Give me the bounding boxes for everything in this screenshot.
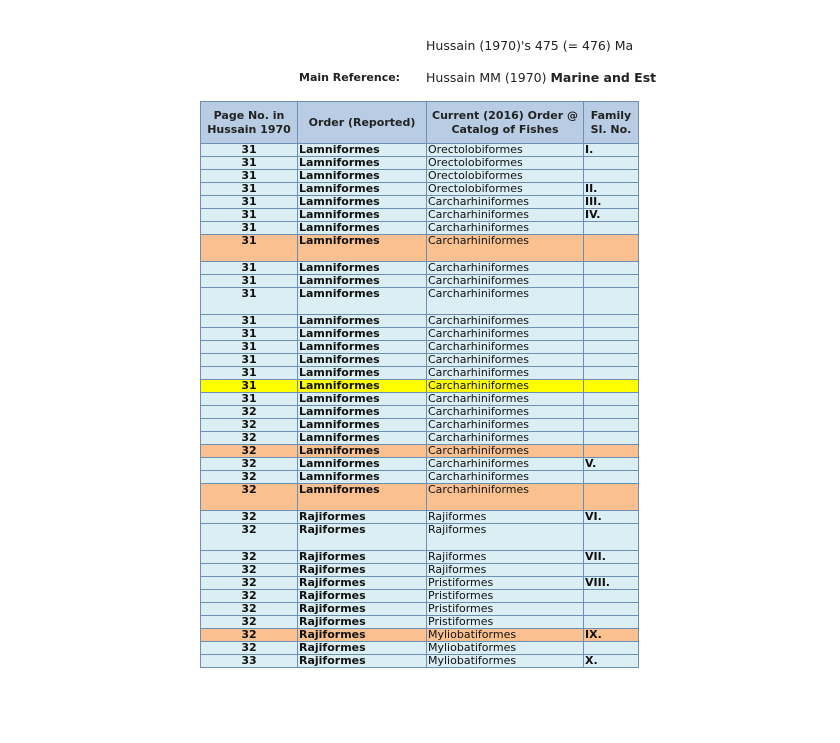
current-order-cell: Carcharhiniformes [427,380,584,393]
table-row [201,655,639,668]
page-cell: 31 [201,183,298,196]
family-cell: VII. [584,551,639,564]
order-cell: Rajiformes [298,629,427,642]
page-cell: 31 [201,354,298,367]
page-cell: 32 [201,642,298,655]
table-row [201,629,639,642]
table-row [201,432,639,445]
page-cell: 31 [201,209,298,222]
order-cell: Lamniformes [298,445,427,458]
current-order-cell: Carcharhiniformes [427,354,584,367]
page-cell: 31 [201,262,298,275]
page-cell: 31 [201,367,298,380]
order-cell: Rajiformes [298,511,427,524]
order-cell: Rajiformes [298,590,427,603]
page-cell: 31 [201,157,298,170]
family-cell: IV. [584,209,639,222]
table-row [201,157,639,170]
table-row [201,511,639,524]
reference-author: Hussain MM (1970) [426,70,551,85]
table-row [201,144,639,157]
family-cell [584,445,639,458]
page-cell: 32 [201,511,298,524]
current-order-cell: Pristiformes [427,603,584,616]
family-cell [584,315,639,328]
order-cell: Rajiformes [298,551,427,564]
family-cell [584,616,639,629]
page-cell: 32 [201,577,298,590]
table-row [201,393,639,406]
current-order-cell: Carcharhiniformes [427,262,584,275]
page-cell: 31 [201,222,298,235]
order-cell: Lamniformes [298,288,427,315]
family-cell [584,603,639,616]
family-cell [584,170,639,183]
order-cell: Lamniformes [298,235,427,262]
order-cell: Lamniformes [298,183,427,196]
order-cell: Rajiformes [298,616,427,629]
order-cell: Lamniformes [298,393,427,406]
page-cell: 32 [201,419,298,432]
table-row [201,616,639,629]
family-cell [584,590,639,603]
family-cell [584,524,639,551]
table-row [201,196,639,209]
order-cell: Lamniformes [298,484,427,511]
page-cell: 32 [201,629,298,642]
current-order-cell: Carcharhiniformes [427,196,584,209]
current-order-cell: Carcharhiniformes [427,341,584,354]
page-cell: 32 [201,458,298,471]
current-order-cell: Orectolobiformes [427,183,584,196]
page-cell: 32 [201,406,298,419]
current-order-cell: Carcharhiniformes [427,222,584,235]
order-cell: Lamniformes [298,380,427,393]
family-cell [584,642,639,655]
table-row [201,235,639,262]
table-row [201,183,639,196]
page-cell: 31 [201,328,298,341]
current-order-cell: Myliobatiformes [427,655,584,668]
page-cell: 32 [201,564,298,577]
page-cell: 31 [201,196,298,209]
family-cell: I. [584,144,639,157]
current-order-cell: Pristiformes [427,616,584,629]
table-row [201,419,639,432]
current-order-cell: Carcharhiniformes [427,209,584,222]
table-row [201,275,639,288]
table-row [201,380,639,393]
order-cell: Rajiformes [298,603,427,616]
page-cell: 32 [201,551,298,564]
spreadsheet-page [200,0,657,743]
family-cell [584,157,639,170]
table-row [201,471,639,484]
current-order-cell: Carcharhiniformes [427,432,584,445]
family-cell: X. [584,655,639,668]
order-cell: Lamniformes [298,170,427,183]
current-order-cell: Carcharhiniformes [427,484,584,511]
current-order-cell: Carcharhiniformes [427,419,584,432]
order-cell: Lamniformes [298,144,427,157]
page-cell: 32 [201,432,298,445]
family-cell [584,354,639,367]
family-cell [584,367,639,380]
main-reference-text [426,70,656,85]
order-cell: Lamniformes [298,315,427,328]
current-order-cell: Carcharhiniformes [427,367,584,380]
table-row [201,524,639,551]
current-order-cell: Carcharhiniformes [427,406,584,419]
family-cell [584,380,639,393]
header-line: Hussain (1970)'s 475 (= 476) Ma [426,38,634,53]
page-cell: 31 [201,380,298,393]
page-cell: 32 [201,445,298,458]
family-cell [584,275,639,288]
table-row [201,484,639,511]
family-cell [584,419,639,432]
order-cell: Lamniformes [298,419,427,432]
reference-title: Marine and Est [550,70,657,85]
order-cell: Lamniformes [298,406,427,419]
page-cell: 31 [201,341,298,354]
table-row [201,642,639,655]
table-row [201,288,639,315]
current-order-cell: Orectolobiformes [427,170,584,183]
current-order-cell: Carcharhiniformes [427,458,584,471]
column-header-family: Family Sl. No. [584,102,639,144]
current-order-cell: Orectolobiformes [427,157,584,170]
order-cell: Rajiformes [298,577,427,590]
family-cell: III. [584,196,639,209]
main-reference-label: Main Reference: [299,71,401,84]
family-cell [584,393,639,406]
page-cell: 31 [201,393,298,406]
table-row [201,262,639,275]
family-cell [584,432,639,445]
current-order-cell: Carcharhiniformes [427,393,584,406]
page-cell: 32 [201,603,298,616]
order-cell: Lamniformes [298,262,427,275]
order-cell: Lamniformes [298,367,427,380]
page-cell: 31 [201,315,298,328]
family-cell [584,235,639,262]
current-order-cell: Carcharhiniformes [427,288,584,315]
current-order-cell: Carcharhiniformes [427,315,584,328]
order-cell: Lamniformes [298,471,427,484]
current-order-cell: Carcharhiniformes [427,445,584,458]
page-cell: 32 [201,471,298,484]
table-row [201,328,639,341]
page-cell: 33 [201,655,298,668]
table-row [201,445,639,458]
table-row [201,341,639,354]
current-order-cell: Carcharhiniformes [427,275,584,288]
family-cell: IX. [584,629,639,642]
page-cell: 32 [201,590,298,603]
current-order-cell: Rajiformes [427,511,584,524]
current-order-cell: Pristiformes [427,590,584,603]
table-row [201,551,639,564]
table-row [201,564,639,577]
order-cell: Lamniformes [298,222,427,235]
family-cell [584,341,639,354]
column-header-current-order: Current (2016) Order @ Catalog of Fishes [427,102,584,144]
table-row [201,222,639,235]
family-cell: VI. [584,511,639,524]
table-row [201,603,639,616]
table-row [201,590,639,603]
current-order-cell: Myliobatiformes [427,642,584,655]
table-row [201,315,639,328]
family-cell: VIII. [584,577,639,590]
order-cell: Lamniformes [298,209,427,222]
family-cell [584,564,639,577]
current-order-cell: Myliobatiformes [427,629,584,642]
page-cell: 32 [201,616,298,629]
current-order-cell: Rajiformes [427,524,584,551]
current-order-cell: Rajiformes [427,551,584,564]
order-cell: Lamniformes [298,196,427,209]
current-order-cell: Rajiformes [427,564,584,577]
order-cell: Rajiformes [298,642,427,655]
table-row [201,458,639,471]
page-cell: 32 [201,524,298,551]
family-cell: V. [584,458,639,471]
page-cell: 31 [201,275,298,288]
page-cell: 32 [201,484,298,511]
family-cell: II. [584,183,639,196]
table-header-row [201,102,639,144]
table-row [201,406,639,419]
table-row [201,354,639,367]
order-cell: Lamniformes [298,328,427,341]
table-row [201,367,639,380]
page-cell: 31 [201,170,298,183]
column-header-page: Page No. in Hussain 1970 [201,102,298,144]
page-cell: 31 [201,288,298,315]
page-cell: 31 [201,144,298,157]
family-cell [584,406,639,419]
family-cell [584,288,639,315]
family-cell [584,484,639,511]
family-cell [584,222,639,235]
order-cell: Rajiformes [298,564,427,577]
table-row [201,170,639,183]
current-order-cell: Pristiformes [427,577,584,590]
current-order-cell: Carcharhiniformes [427,471,584,484]
order-cell: Rajiformes [298,655,427,668]
table-row [201,209,639,222]
current-order-cell: Carcharhiniformes [427,235,584,262]
order-cell: Lamniformes [298,458,427,471]
current-order-cell: Carcharhiniformes [427,328,584,341]
page-cell: 31 [201,235,298,262]
family-cell [584,328,639,341]
order-cell: Lamniformes [298,432,427,445]
order-cell: Lamniformes [298,275,427,288]
family-cell [584,262,639,275]
species-table [200,101,639,668]
order-cell: Lamniformes [298,341,427,354]
current-order-cell: Orectolobiformes [427,144,584,157]
order-cell: Lamniformes [298,354,427,367]
table-row [201,577,639,590]
column-header-order: Order (Reported) [298,102,427,144]
order-cell: Lamniformes [298,157,427,170]
table-body [201,144,639,668]
family-cell [584,471,639,484]
order-cell: Rajiformes [298,524,427,551]
